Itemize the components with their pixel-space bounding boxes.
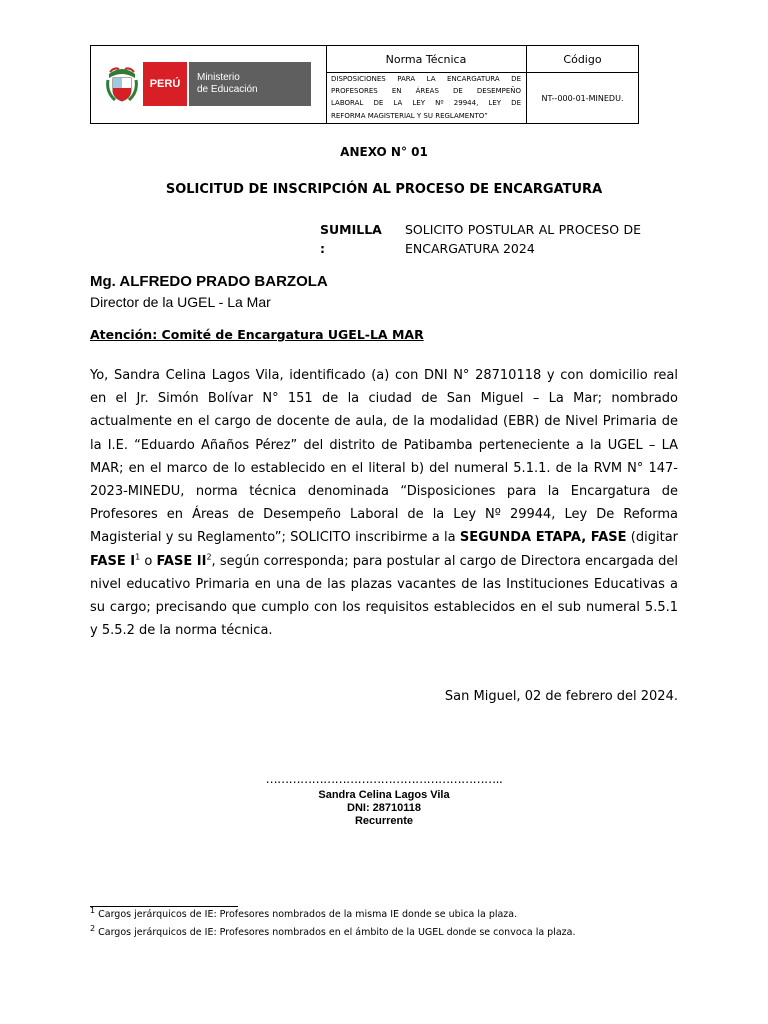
sumilla-text: SOLICITO POSTULAR AL PROCESO DE ENCARGATURA 2024 xyxy=(405,222,641,256)
body-line xyxy=(90,526,678,549)
date-line: San Miguel, 02 de febrero del 2024. xyxy=(444,689,678,704)
addressee-name: Mg. ALFREDO PRADO BARZOLA xyxy=(90,273,328,290)
signer-dni: DNI: 28710118 xyxy=(347,802,421,814)
ministry-logo xyxy=(99,60,314,106)
norma-line: DISPOSICIONES PARA LA ENCARGATURA DE xyxy=(331,75,521,83)
attention-line: Atención: Comité de Encargatura UGEL-LA MAR xyxy=(90,327,424,342)
norma-description xyxy=(331,73,521,122)
body-line: su cargo; precisando que cumplo con los requisitos establecidos en el sub numeral 5.5.1 xyxy=(90,599,678,615)
norma-line: REFORMA MAGISTERIAL Y SU REGLAMENTO” xyxy=(331,111,488,120)
norma-line: PROFESORES EN ÁREAS DE DESEMPEÑO xyxy=(331,87,521,96)
body-line: 2023-MINEDU, norma técnica denominada “Disposiciones para la Encargatura de xyxy=(90,483,678,499)
body-line: la I.E. “Eduardo Añaños Pérez” del distrito de Patibamba perteneciente a la UGEL – LA xyxy=(90,437,678,453)
body-line: en el Jr. Simón Bolívar N° 151 de la ciudad de San Miguel – La Mar; nombrado xyxy=(90,391,678,407)
codigo-title: Código xyxy=(563,52,602,66)
norma-line: LABORAL DE LA LEY Nº 29944, LEY DE xyxy=(331,99,521,108)
header-table xyxy=(90,45,639,124)
norma-tecnica-title: Norma Técnica xyxy=(385,52,467,66)
body-text: o xyxy=(140,553,157,569)
body-line: nivel educativo Primaria en una de las plazas vacantes de las Instituciones Educativas a xyxy=(90,576,678,592)
footnote-2 xyxy=(90,923,576,938)
footnote-1 xyxy=(90,905,518,920)
addressee-title: Director de la UGEL - La Mar xyxy=(90,294,271,310)
body-bold: FASE I xyxy=(90,553,136,569)
sumilla-label xyxy=(320,220,382,258)
footnote-separator xyxy=(90,906,238,907)
peru-coat-of-arms-icon xyxy=(105,66,139,104)
body-line: Yo, Sandra Celina Lagos Vila, identificado (a) con DNI N° 28710118 y con domicilio real xyxy=(90,368,678,383)
body-line: y 5.5.2 de la norma técnica. xyxy=(90,623,273,639)
peru-label: PERÚ xyxy=(143,62,187,106)
body-bold: SEGUNDA ETAPA, FASE xyxy=(459,530,627,546)
signer-role: Recurrente xyxy=(354,815,414,827)
ministry-line-2: de Educación xyxy=(197,84,258,95)
sumilla-label-colon: : xyxy=(320,241,325,256)
ministry-line-1: Ministerio xyxy=(197,72,240,83)
footnote-ref: 1 xyxy=(135,552,141,562)
ministry-label xyxy=(189,62,311,106)
body-text: (digitar xyxy=(626,530,679,546)
body-line xyxy=(90,550,678,573)
body-line: Profesores en Áreas de Desempeño Laboral de la Ley Nº 29944, Ley De Reforma xyxy=(90,507,678,523)
body-paragraph xyxy=(90,364,678,642)
body-bold: FASE II xyxy=(156,553,207,569)
footnote-text: Cargos jerárquicos de IE: Profesores nombrados en el ámbito de la UGEL donde se convoca la plaza. xyxy=(95,927,576,938)
body-line: MAR; en el marco de lo establecido en el literal b) del numeral 5.1.1. de la RVM N° 147- xyxy=(90,460,678,476)
body-line: actualmente en el cargo de docente de aula, de la modalidad (EBR) de Nivel Primaria de xyxy=(90,414,678,430)
sumilla-label-line: SUMILLA xyxy=(320,222,382,237)
signer-name: Sandra Celina Lagos Vila xyxy=(318,789,450,801)
footnote-mark: 1 xyxy=(90,905,96,915)
body-text: , según corresponda; para postular al cargo de Directora encargada del xyxy=(211,553,678,569)
body-text: Magisterial y su Reglamento”; SOLICITO inscribirme a la xyxy=(90,530,460,546)
footnote-ref: 2 xyxy=(206,552,212,562)
document-title: SOLICITUD DE INSCRIPCIÓN AL PROCESO DE ENCARGATURA xyxy=(165,182,603,197)
footnote-mark: 2 xyxy=(90,923,96,933)
footnote-text: Cargos jerárquicos de IE: Profesores nombrados de la misma IE donde se ubica la plaza. xyxy=(95,909,518,920)
anexo-number: ANEXO N° 01 xyxy=(340,145,428,159)
signature-line: …………………………………………………….. xyxy=(265,772,503,786)
codigo-value: NT--000-01-MINEDU. xyxy=(541,94,624,103)
